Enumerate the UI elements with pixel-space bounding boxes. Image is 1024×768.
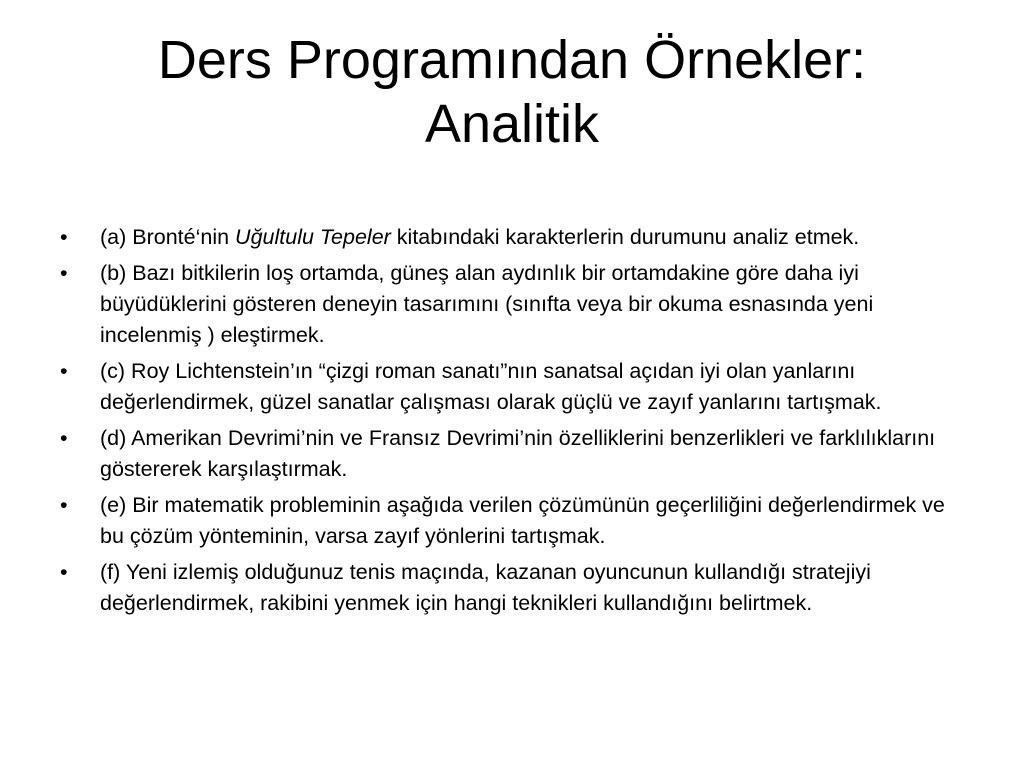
slide-title-line-1: Ders Programından Örnekler:: [157, 30, 867, 90]
bullet-text: (c) Roy Lichtenstein’ın “çizgi roman sanatı”nın sanatsal açıdan iyi olan yanlarını değerlendirmek, güzel sanatlar çalışması olarak güçlü ve zayıf yanlarını tartışmak.: [100, 359, 882, 414]
slide-title: [60, 28, 964, 156]
bullet-dot: •: [60, 560, 68, 584]
bullet-dot: •: [60, 359, 68, 383]
bullet-text: (f) Yeni izlemiş olduğunuz tenis maçında, kazanan oyuncunun kullandığı stratejiyi değerlendirmek, rakibini yenmek için hangi teknikleri kullandığını belirtmek.: [100, 560, 871, 615]
bullet-item-e: [60, 490, 964, 552]
bullet-item-d: [60, 423, 964, 485]
bullet-text-plain: (a) Bronté‘nin: [100, 225, 236, 249]
slide-title-line-2: Analitik: [424, 94, 600, 154]
bullet-text: (e) Bir matematik probleminin aşağıda verilen çözümünün geçerliliğini değerlendirmek ve bu çözüm yönteminin, varsa zayıf yönlerini tartışmak.: [100, 493, 945, 548]
bullet-item-f: [60, 557, 964, 619]
bullet-dot: •: [60, 225, 68, 249]
bullet-item-c: [60, 356, 964, 418]
bullet-dot: •: [60, 493, 68, 517]
bullet-item-a: [60, 222, 964, 253]
book-title-italic: Uğultulu Tepeler: [235, 225, 391, 249]
bullet-text: (d) Amerikan Devrimi’nin ve Fransız Devrimi’nin özelliklerini benzerlikleri ve farklılıklarını göstererek karşılaştırmak.: [100, 426, 936, 481]
bullet-list: [60, 222, 964, 624]
bullet-dot: •: [60, 426, 68, 450]
bullet-text: [100, 225, 859, 249]
bullet-item-b: [60, 258, 964, 351]
bullet-text: (b) Bazı bitkilerin loş ortamda, güneş alan aydınlık bir ortamdakine göre daha iyi büyüdüklerini gösteren deneyin tasarımını (sınıfta veya bir okuma esnasında yeni incelenmiş ) eleştirmek.: [100, 261, 874, 347]
bullet-dot: •: [60, 261, 68, 285]
bullet-text-plain: kitabındaki karakterlerin durumunu analiz etmek.: [390, 225, 860, 249]
